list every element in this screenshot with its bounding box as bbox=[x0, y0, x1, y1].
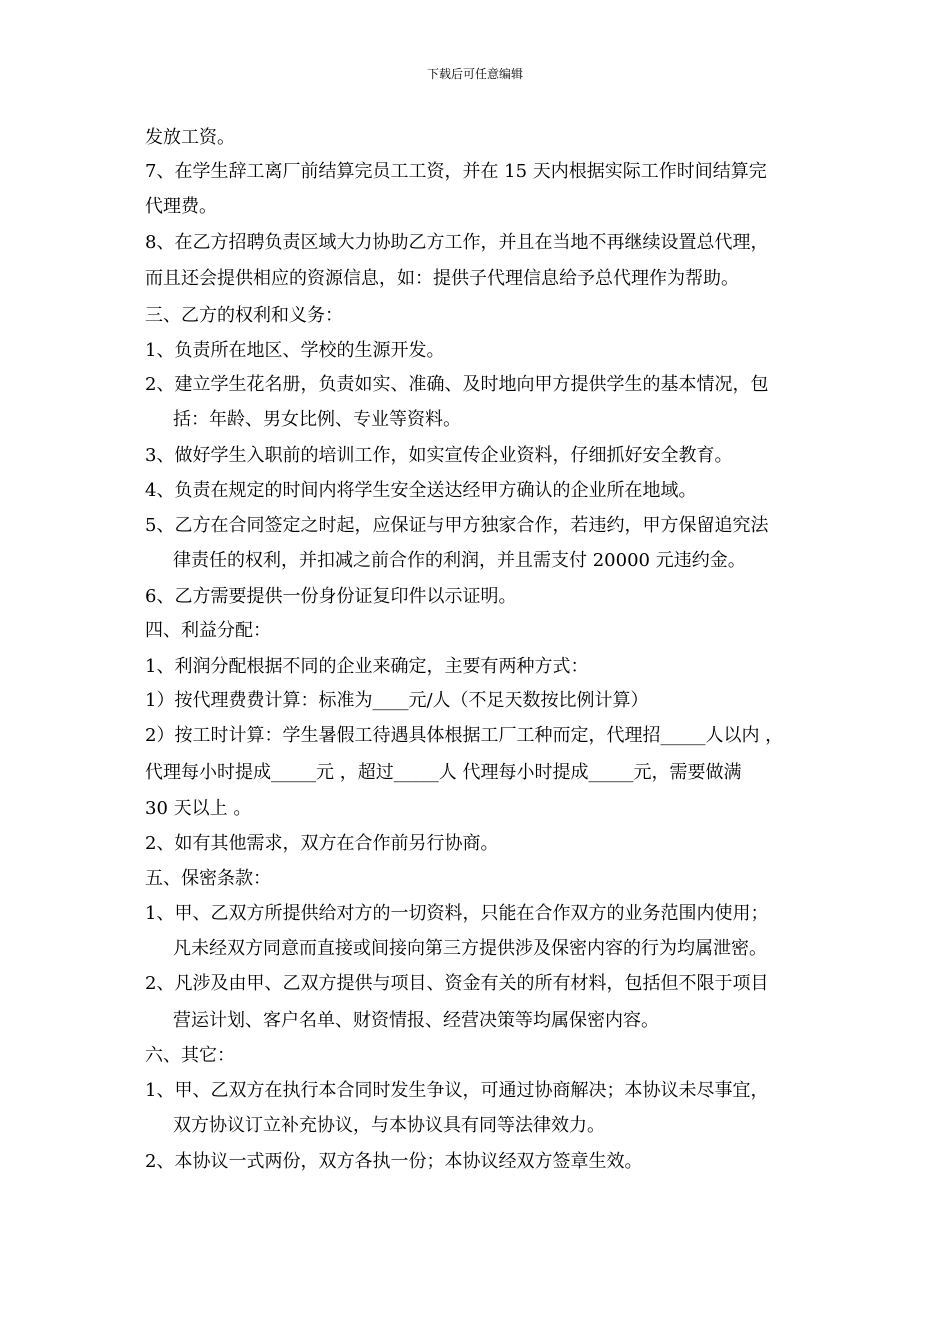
text-line: 代理每小时提成_____元 ，超过_____人 代理每小时提成_____元，需要做满 bbox=[145, 762, 742, 783]
text-line: 6、乙方需要提供一份身份证复印件以示证明。 bbox=[145, 586, 517, 607]
text-line: 2、本协议一式两份，双方各执一份；本协议经双方签章生效。 bbox=[145, 1151, 643, 1172]
text-line: 2、凡涉及由甲、乙双方提供与项目、资金有关的所有材料，包括但不限于项目 bbox=[145, 973, 769, 994]
text-line: 2）按工时计算：学生暑假工待遇具体根据工厂工种而定，代理招_____人以内 ， bbox=[145, 725, 784, 746]
text-line: 代理费。 bbox=[145, 196, 217, 217]
section-heading: 六、其它： bbox=[145, 1045, 235, 1066]
text-line: 4、负责在规定的时间内将学生安全送达经甲方确认的企业所在地域。 bbox=[145, 480, 697, 501]
text-line: 营运计划、客户名单、财资情报、经营决策等均属保密内容。 bbox=[173, 1010, 659, 1031]
section-heading: 三、乙方的权利和义务： bbox=[145, 305, 343, 326]
text-line: 括：年龄、男女比例、专业等资料。 bbox=[173, 409, 461, 430]
text-line: 5、乙方在合同签定之时起，应保证与甲方独家合作，若违约，甲方保留追究法 bbox=[145, 515, 769, 536]
section-heading: 四、利益分配： bbox=[145, 620, 271, 641]
section-heading: 五、保密条款： bbox=[145, 868, 271, 889]
text-line: 1、负责所在地区、学校的生源开发。 bbox=[145, 340, 445, 361]
text-line: 1、利润分配根据不同的企业来确定，主要有两种方式： bbox=[145, 656, 589, 677]
text-line: 3、做好学生入职前的培训工作，如实宣传企业资料，仔细抓好安全教育。 bbox=[145, 445, 733, 466]
text-line: 而且还会提供相应的资源信息，如：提供子代理信息给予总代理作为帮助。 bbox=[145, 268, 739, 289]
page-header: 下载后可任意编辑 bbox=[426, 67, 523, 81]
text-line: 凡未经双方同意而直接或间接向第三方提供涉及保密内容的行为均属泄密。 bbox=[173, 938, 767, 959]
text-line: 7、在学生辞工离厂前结算完员工工资，并在 15 天内根据实际工作时间结算完 bbox=[145, 161, 767, 182]
text-line: 1、甲、乙双方在执行本合同时发生争议，可通过协商解决；本协议未尽事宜， bbox=[145, 1080, 769, 1101]
text-line: 1）按代理费费计算：标准为____元/人（不足天数按比例计算） bbox=[145, 690, 649, 711]
text-line: 双方协议订立补充协议，与本协议具有同等法律效力。 bbox=[173, 1115, 605, 1136]
text-line: 8、在乙方招聘负责区域大力协助乙方工作，并且在当地不再继续设置总代理， bbox=[145, 232, 769, 253]
text-line: 1、甲、乙双方所提供给对方的一切资料，只能在合作双方的业务范围内使用； bbox=[145, 903, 769, 924]
text-line: 2、如有其他需求，双方在合作前另行协商。 bbox=[145, 833, 499, 854]
text-line: 律责任的权利，并扣减之前合作的利润，并且需支付 20000 元违约金。 bbox=[173, 550, 746, 571]
text-line: 发放工资。 bbox=[145, 127, 235, 148]
text-line: 30 天以上 。 bbox=[145, 798, 252, 819]
text-line: 2、建立学生花名册，负责如实、准确、及时地向甲方提供学生的基本情况，包 bbox=[145, 374, 769, 395]
